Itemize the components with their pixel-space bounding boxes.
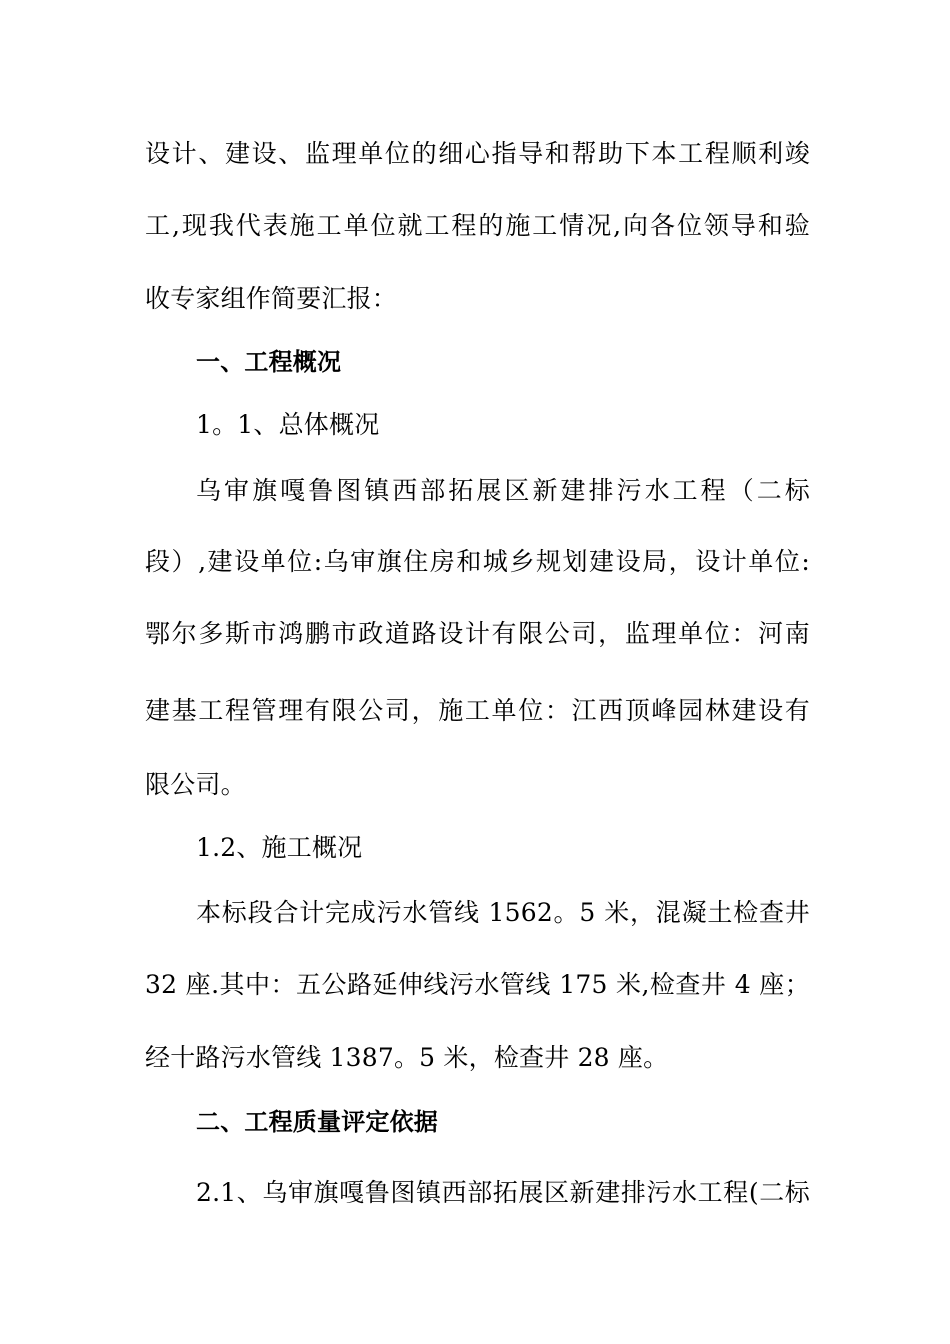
body-text-line: 经十路污水管线 1387。5 米，检查井 28 座。 bbox=[145, 1043, 669, 1072]
subsection-heading-general-overview: 1。1、总体概况 bbox=[196, 410, 380, 439]
body-text-line: 设计、建设、监理单位的细心指导和帮助下本工程顺利竣 bbox=[145, 139, 810, 168]
body-text-line: 32 座.其中：五公路延伸线污水管线 175 米,检查井 4 座； bbox=[145, 970, 810, 999]
body-text-line: 2.1、乌审旗嘎鲁图镇西部拓展区新建排污水工程(二标 bbox=[196, 1178, 810, 1207]
body-text-line: 本标段合计完成污水管线 1562。5 米，混凝土检查井 bbox=[196, 898, 810, 927]
subsection-heading-construction-overview: 1.2、施工概况 bbox=[196, 833, 363, 862]
body-text-line: 建基工程管理有限公司，施工单位：江西顶峰园林建设有 bbox=[145, 696, 810, 725]
body-text-line: 乌审旗嘎鲁图镇西部拓展区新建排污水工程（二标 bbox=[196, 476, 810, 505]
body-text-line: 限公司。 bbox=[145, 770, 246, 799]
body-text-line: 段）,建设单位:乌审旗住房和城乡规划建设局，设计单位: bbox=[145, 547, 810, 576]
body-text-line: 工,现我代表施工单位就工程的施工情况,向各位领导和验 bbox=[145, 211, 810, 240]
section-heading-project-overview: 一、工程概况 bbox=[196, 348, 342, 376]
section-heading-quality-criteria: 二、工程质量评定依据 bbox=[196, 1108, 438, 1136]
body-text-line: 鄂尔多斯市鸿鹏市政道路设计有限公司，监理单位：河南 bbox=[145, 619, 810, 648]
body-text-line: 收专家组作简要汇报： bbox=[145, 284, 398, 313]
